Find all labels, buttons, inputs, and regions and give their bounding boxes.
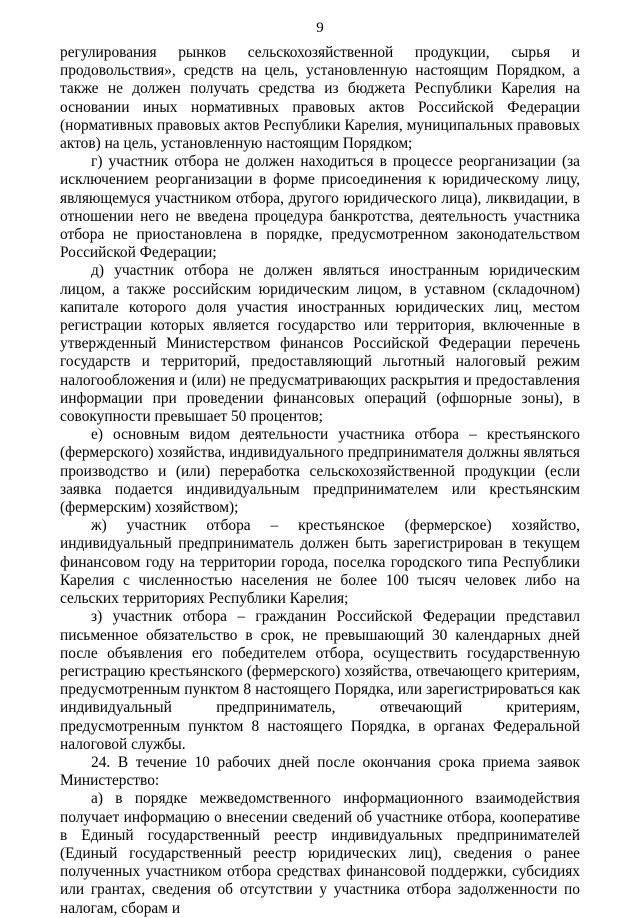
paragraph-item-z: з) участник отбора – гражданин Российской Федерации представил письменное обязательство в срок, не превышающий 30 календарных дней после объявления его победителем отбора, осуществить государственную регистрацию крестьянского (фермерского) хозяйства, отвечающего критериям, предусмотренным пунктом 8 настоящего Порядка, или зарегистрироваться как индивидуальный предприниматель, отвечающий критериям, предусмотренным пунктом 8 настоящего Порядка, в органах Федеральной налоговой службы. — [60, 608, 580, 753]
paragraph-item-a: а) в порядке межведомственного информационного взаимодействия получает информацию о внесении сведений об участнике отбора, кооперативе в Единый государственный реестр индивидуальных предпринимателей (Единый государственный реестр юридических лиц), сведения о ранее полученных участником отбора средствах финансовой поддержки, субсидиях или грантах, сведения об отсутствии у участника отбора задолженности по налогам, сборам и — [60, 790, 580, 917]
paragraph-continuation: регулирования рынков сельскохозяйственной продукции, сырья и продовольствия», средств на цель, установленную настоящим Порядком, а также не должен получать средства из бюджета Республики Карелия на основании иных нормативных правовых актов Российской Федерации (нормативных правовых актов Республики Карелия, муниципальных правовых актов) на цель, установленную настоящим Порядком; — [60, 44, 580, 153]
paragraph-item-zh: ж) участник отбора – крестьянское (фермерское) хозяйство, индивидуальный предприниматель должен быть зарегистрирован в текущем финансовом году на территории города, поселка городского типа Республики Карелия с численностью населения не более 100 тысяч человек либо на сельских территориях Республики Карелия; — [60, 517, 580, 608]
page-number: 9 — [316, 20, 324, 36]
paragraph-item-d: д) участник отбора не должен являться иностранным юридическим лицом, а также российским юридическим лицом, в уставном (складочном) капитале которого доля участия иностранных юридических лиц, местом регистрации которых является государство или территория, включенные в утвержденный Министерством финансов Российской Федерации перечень государств и территорий, предоставляющий льготный налоговый режим налогообложения и (или) не предусматривающих раскрытия и предоставления информации при проведении финансовых операций (офшорные зоны), в совокупности превышает 50 процентов; — [60, 262, 580, 426]
paragraph-item-e: е) основным видом деятельности участника отбора – крестьянского (фермерского) хозяйства, индивидуального предпринимателя должны являться производство и (или) переработка сельскохозяйственной продукции (если заявка подается индивидуальным предпринимателем или крестьянским (фермерским) хозяйством); — [60, 426, 580, 517]
paragraph-item-g: г) участник отбора не должен находиться в процессе реорганизации (за исключением реорганизации в форме присоединения к юридическому лицу, являющемуся участником отбора, другого юридического лица), ликвидации, в отношении него не введена процедура банкротства, деятельность участника отбора не приостановлена в порядке, предусмотренном законодательством Российской Федерации; — [60, 153, 580, 262]
document-body — [60, 44, 580, 918]
paragraph-point-24: 24. В течение 10 рабочих дней после окончания срока приема заявок Министерство: — [60, 753, 580, 790]
